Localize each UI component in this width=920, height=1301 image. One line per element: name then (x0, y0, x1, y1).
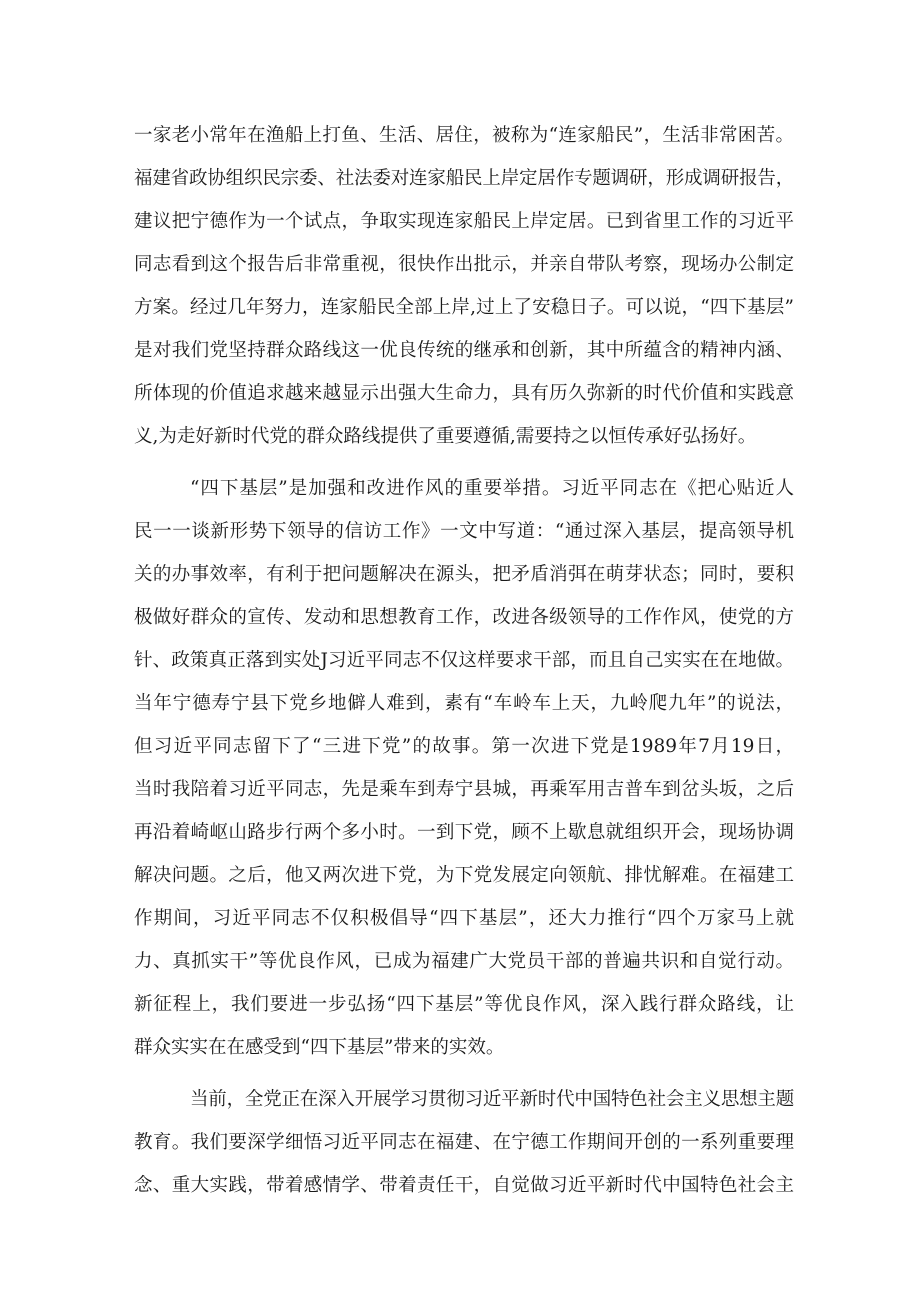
text-line: 再沿着崎岖山路步行两个多小时。一到下党，顾不上歇息就组织开会，现场协调 (134, 822, 794, 843)
text-line: 一家老小常年在渔船上打鱼、生活、居住，被称为“连家船民”，生活非常困苦。 (134, 125, 794, 146)
text-line: 建议把宁德作为一个试点，争取实现连家船民上岸定居。已到省里工作的习近平 (134, 211, 794, 232)
text-line: 当时我陪着习近平同志，先是乘车到寿宁县城，再乘军用吉普车到岔头坂，之后 (134, 779, 794, 800)
text-line: 所体现的价值追求越来越显示出强大生命力，具有历久弥新的时代价值和实践意 (134, 383, 794, 404)
paragraph-1 (134, 114, 794, 458)
text-line: 新征程上，我们要进一步弘扬“四下基层”等优良作风，深入践行群众路线，让 (134, 994, 794, 1015)
text-line: 念、重大实践，带着感情学、带着责任干，自觉做习近平新时代中国特色社会主 (134, 1175, 794, 1196)
text-line: 福建省政协组织民宗委、社法委对连家船民上岸定居作专题调研，形成调研报告， (134, 168, 794, 189)
text-line: 极做好群众的宣传、发动和思想教育工作，改进各级领导的工作作风，使党的方 (134, 607, 794, 628)
text-line: 方案。经过几年努力，连家船民全部上岸,过上了安稳日子。可以说，“四下基层” (134, 297, 794, 318)
text-line: 群众实实在在感受到“四下基层”带来的实效。 (134, 1037, 505, 1058)
text-line: 是对我们党坚持群众路线这一优良传统的继承和创新，其中所蕴含的精神内涵、 (134, 340, 794, 361)
text-line: 力、真抓实干”等优良作风，已成为福建广大党员干部的普遍共识和自觉行动。 (134, 951, 794, 972)
text-line: 当前，全党正在深入开展学习贯彻习近平新时代中国特色社会主义思想主题 (190, 1089, 794, 1110)
text-line: 作期间，习近平同志不仅积极倡导“四下基层”，还大力推行“四个万家马上就 (134, 908, 794, 929)
text-line: 民一一谈新形势下领导的信访工作》一文中写道：“通过深入基层，提高领导机 (134, 521, 794, 542)
document-body (134, 114, 794, 1207)
text-line: 同志看到这个报告后非常重视，很快作出批示，并亲自带队考察，现场办公制定 (134, 254, 794, 275)
text-line: “四下基层”是加强和改进作风的重要举措。习近平同志在《把心贴近人 (190, 478, 794, 499)
text-line: 当年宁德寿宁县下党乡地僻人难到，素有“车岭车上天，九岭爬九年”的说法， (134, 693, 794, 714)
text-line: 但习近平同志留下了“三进下党”的故事。第一次进下党是1989年7月19日， (134, 736, 794, 757)
text-line: 关的办事效率，有利于把问题解决在源头，把矛盾消弭在萌芽状态；同时，要积 (134, 564, 794, 585)
text-line: 教育。我们要深学细悟习近平同志在福建、在宁德工作期间开创的一系列重要理 (134, 1132, 794, 1153)
paragraph-3 (134, 1078, 794, 1207)
paragraph-2 (134, 467, 794, 1069)
text-line: 针、政策真正落到实处J习近平同志不仅这样要求干部，而且自己实实在在地做。 (134, 650, 794, 671)
text-line: 解决问题。之后，他又两次进下党，为下党发展定向领航、排忧解难。在福建工 (134, 865, 794, 886)
text-line: 义,为走好新时代党的群众路线提供了重要遵循,需要持之以恒传承好弘扬好。 (134, 426, 757, 447)
